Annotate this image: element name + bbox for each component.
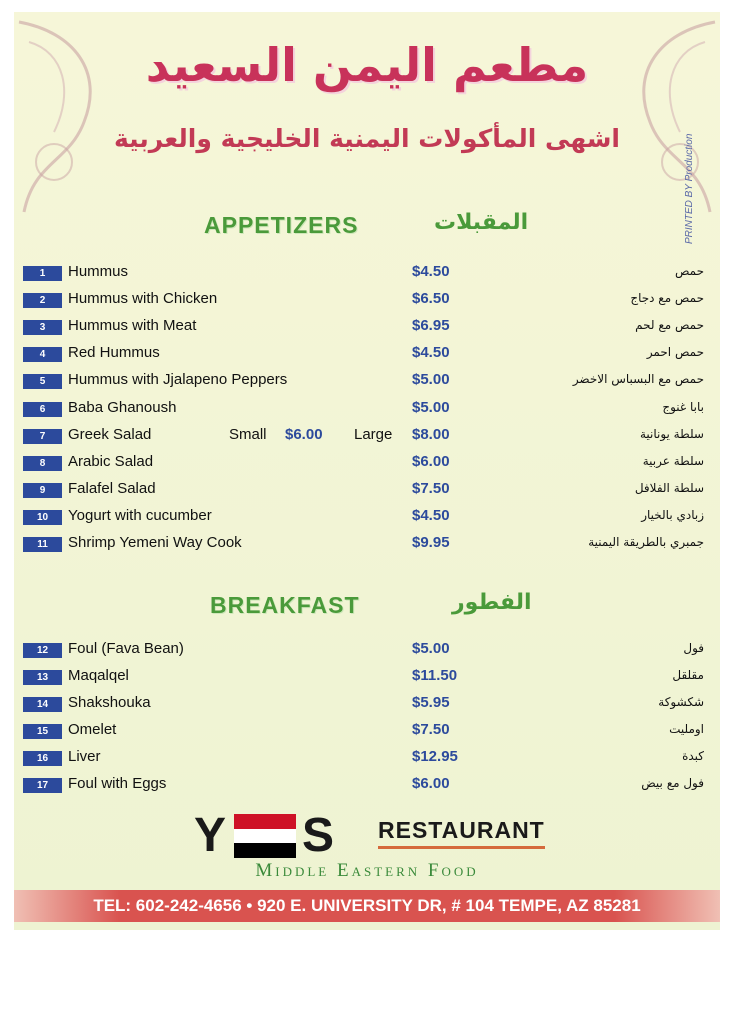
menu-item (22, 666, 712, 690)
item-price: $12.95 (412, 748, 458, 765)
item-name-arabic: حمص مع البسباس الاخضر (572, 372, 704, 387)
item-name-arabic: جمبري بالطريقة اليمنية (588, 535, 704, 549)
item-name-arabic: حمص احمر (646, 345, 704, 360)
item-number: 17 (23, 778, 62, 793)
small-size-label: Small (229, 425, 267, 443)
menu-item (22, 533, 712, 557)
contact-footer: TEL: 602-242-4656 • 920 E. UNIVERSITY DR, # 104 TEMPE, AZ 85281 (14, 890, 720, 922)
item-price: $6.00 (412, 775, 450, 792)
item-number: 10 (23, 510, 62, 525)
item-price: $5.00 (412, 398, 450, 416)
menu-item (22, 316, 712, 340)
item-name: Red Hummus (68, 344, 160, 362)
menu-item (22, 720, 712, 744)
item-number: 1 (23, 266, 62, 281)
cuisine-tagline-text: Middle Eastern Food (255, 860, 479, 881)
item-name: Hummus with Chicken (68, 290, 218, 308)
item-price: $5.00 (412, 640, 450, 657)
menu-item (22, 370, 712, 394)
logo-letter-y: Y (194, 809, 227, 862)
appetizers-title-arabic: المقبلات (434, 210, 529, 235)
item-name-arabic: حمص (674, 264, 704, 278)
item-name-arabic: حمص مع دجاج (630, 291, 704, 306)
restaurant-wordmark: RESTAURANT (378, 817, 545, 849)
item-name: Falafel Salad (68, 479, 156, 497)
large-size-label: Large (354, 425, 393, 443)
item-number: 14 (23, 697, 62, 712)
item-price: $4.50 (412, 344, 450, 362)
printed-by-credit: PRINTED BY Production (684, 133, 695, 244)
item-number: 12 (23, 643, 62, 658)
item-price: $6.95 (412, 317, 450, 335)
menu-item (22, 693, 712, 717)
item-name: Hummus (68, 263, 129, 280)
menu-sheet (14, 12, 720, 930)
item-name-arabic: سلطة عربية (642, 453, 704, 468)
item-number: 9 (23, 483, 62, 498)
item-name: Shakshouka (68, 694, 151, 711)
menu-item (22, 452, 712, 476)
item-price: $9.95 (412, 534, 450, 551)
item-name: Omelet (68, 721, 117, 738)
item-number: 16 (23, 751, 62, 766)
item-name-arabic: زبادي بالخيار (641, 507, 704, 522)
item-price: $8.00 (412, 425, 450, 443)
menu-item (22, 289, 712, 313)
breakfast-title: BREAKFAST (210, 592, 360, 618)
item-number: 4 (23, 347, 62, 362)
item-name: Greek Salad (68, 425, 152, 443)
item-name: Shrimp Yemeni Way Cook (68, 534, 242, 551)
item-price: $7.50 (412, 721, 450, 738)
item-price: $5.00 (412, 371, 450, 389)
item-number: 6 (23, 402, 62, 417)
small-size-price: $6.00 (285, 425, 323, 443)
item-name-arabic: مقلقل (672, 668, 704, 682)
cuisine-tagline (14, 860, 720, 882)
item-name: Maqalqel (68, 667, 129, 684)
item-name-arabic: كبدة (682, 749, 704, 763)
breakfast-title-arabic: الفطور (452, 590, 532, 615)
item-number: 13 (23, 670, 62, 685)
item-price: $6.50 (412, 290, 450, 308)
menu-item (22, 506, 712, 530)
item-name-arabic: بابا غنوج (662, 399, 704, 414)
item-price: $7.50 (412, 479, 450, 497)
menu-item (22, 479, 712, 503)
item-name-arabic: اومليت (669, 722, 704, 736)
item-number: 8 (23, 456, 62, 471)
menu-item (22, 747, 712, 771)
item-number: 3 (23, 320, 62, 335)
item-name-arabic: سلطة الفلافل (634, 480, 704, 495)
logo-letter-s: S (302, 809, 335, 862)
item-price: $4.50 (412, 263, 450, 280)
appetizers-title: APPETIZERS (204, 212, 359, 238)
item-name-arabic: فول (683, 641, 704, 655)
restaurant-title-arabic: مطعم اليمن السعيد (145, 38, 589, 92)
yemen-flag-icon (234, 814, 296, 858)
item-name: Baba Ghanoush (68, 398, 177, 416)
item-name-arabic: شكشوكة (658, 695, 704, 709)
menu-item (22, 774, 712, 798)
menu-item (22, 639, 712, 663)
item-price: $4.50 (412, 506, 450, 524)
item-number: 11 (23, 537, 62, 552)
item-name: Foul with Eggs (68, 775, 167, 792)
menu-item (22, 343, 712, 367)
menu-item (22, 398, 712, 422)
item-name-arabic: سلطة يونانية (639, 426, 704, 441)
item-name: Arabic Salad (68, 452, 154, 470)
menu-item (22, 425, 712, 449)
restaurant-subtitle-arabic: اشهى المأكولات اليمنية الخليجية والعربية (114, 124, 620, 153)
item-number: 5 (23, 374, 62, 389)
item-name: Hummus with Meat (68, 317, 197, 335)
item-name-arabic: فول مع بيض (641, 776, 704, 790)
item-name-arabic: حمص مع لحم (635, 318, 704, 333)
item-name: Hummus with Jjalapeno Peppers (68, 371, 288, 389)
item-name: Yogurt with cucumber (68, 506, 212, 524)
item-price: $5.95 (412, 694, 450, 711)
item-name: Liver (68, 748, 101, 765)
item-number: 2 (23, 293, 62, 308)
item-number: 7 (23, 429, 62, 444)
menu-item (22, 262, 712, 286)
item-name: Foul (Fava Bean) (68, 640, 184, 657)
item-price: $11.50 (412, 667, 458, 684)
item-number: 15 (23, 724, 62, 739)
item-price: $6.00 (412, 452, 450, 470)
